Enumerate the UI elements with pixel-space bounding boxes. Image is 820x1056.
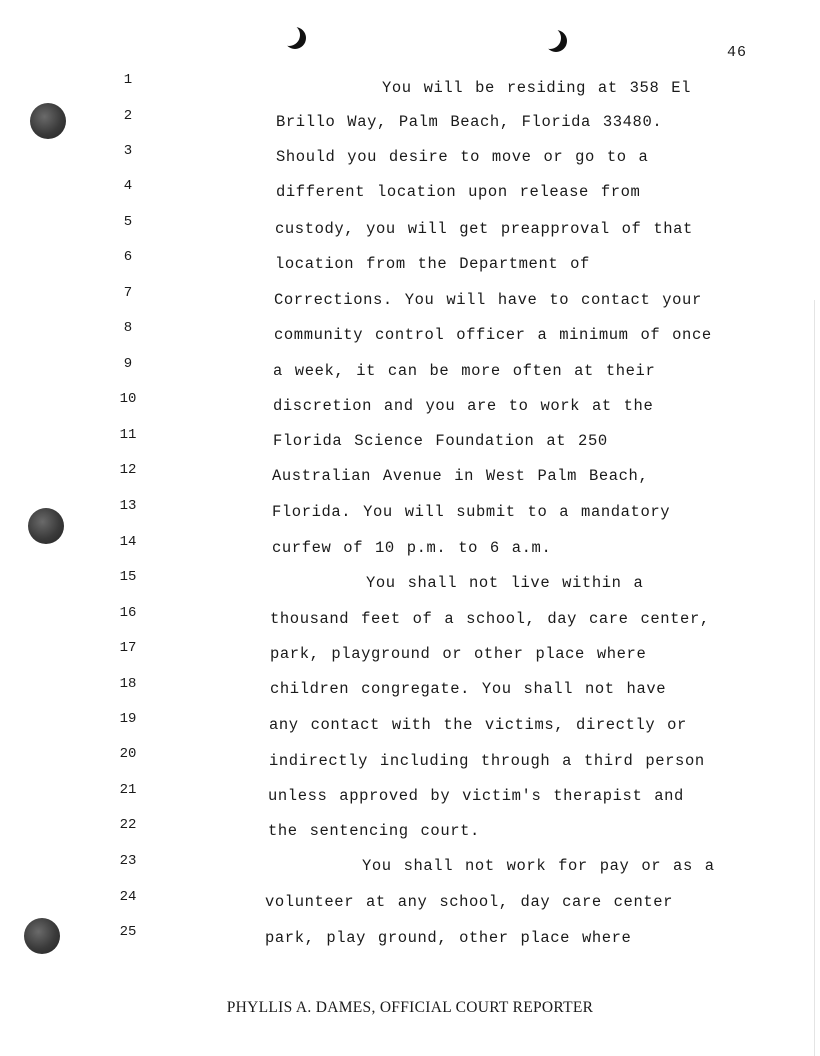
- transcript-line: community control officer a minimum of once: [274, 326, 712, 344]
- transcript-line: location from the Department of: [275, 255, 590, 273]
- transcript-line: You shall not work for pay or as a: [362, 857, 715, 875]
- line-number: 19: [119, 711, 137, 727]
- line-number: 23: [119, 853, 137, 869]
- line-number: 9: [123, 356, 133, 372]
- transcript-line: You shall not live within a: [366, 574, 644, 592]
- transcript-line: You will be residing at 358 El: [382, 79, 692, 97]
- transcript-line: park, playground or other place where: [270, 645, 647, 663]
- transcript-line: any contact with the victims, directly or: [269, 716, 687, 734]
- transcript-line: custody, you will get preapproval of that: [275, 220, 693, 238]
- punch-hole-top: [30, 103, 66, 139]
- line-number: 6: [123, 249, 133, 265]
- transcript-line: Australian Avenue in West Palm Beach,: [272, 467, 649, 485]
- transcript-line: Corrections. You will have to contact your: [274, 291, 702, 309]
- line-number: 4: [123, 178, 133, 194]
- transcript-line: a week, it can be more often at their: [273, 362, 656, 380]
- transcript-line: children congregate. You shall not have: [270, 680, 667, 698]
- line-number: 24: [119, 889, 137, 905]
- transcript-line: Brillo Way, Palm Beach, Florida 33480.: [276, 113, 663, 131]
- line-number: 5: [123, 214, 133, 230]
- page-edge-line: [814, 300, 815, 1056]
- transcript-line: Florida Science Foundation at 250: [273, 432, 608, 450]
- punch-hole-middle: [28, 508, 64, 544]
- line-number: 8: [123, 320, 133, 336]
- court-reporter-footer: PHYLLIS A. DAMES, OFFICIAL COURT REPORTER: [226, 999, 594, 1016]
- line-number: 16: [119, 605, 137, 621]
- line-number: 20: [119, 746, 137, 762]
- line-number: 25: [119, 924, 137, 940]
- transcript-line: different location upon release from: [276, 183, 641, 201]
- transcript-line: thousand feet of a school, day care center,: [270, 610, 710, 628]
- line-number: 22: [119, 817, 137, 833]
- punch-hole-bottom: [24, 918, 60, 954]
- page-number: 46: [727, 44, 748, 61]
- line-number: 14: [119, 534, 137, 550]
- line-number: 2: [123, 108, 133, 124]
- line-number: 7: [123, 285, 133, 301]
- line-number: 1: [123, 72, 133, 88]
- transcript-line: discretion and you are to work at the: [273, 397, 654, 415]
- transcript-line: Should you desire to move or go to a: [276, 148, 649, 166]
- transcript-line: park, play ground, other place where: [265, 929, 632, 947]
- line-number: 11: [119, 427, 137, 443]
- scan-mark-right: [545, 30, 567, 52]
- line-number: 10: [119, 391, 137, 407]
- transcript-line: curfew of 10 p.m. to 6 a.m.: [272, 539, 552, 557]
- line-number: 15: [119, 569, 137, 585]
- line-number: 18: [119, 676, 137, 692]
- transcript-line: volunteer at any school, day care center: [265, 893, 674, 911]
- transcript-line: indirectly including through a third person: [269, 752, 705, 770]
- line-number: 3: [123, 143, 133, 159]
- transcript-line: Florida. You will submit to a mandatory: [272, 503, 671, 521]
- line-number: 21: [119, 782, 137, 798]
- line-number: 13: [119, 498, 137, 514]
- transcript-line: the sentencing court.: [268, 822, 480, 840]
- line-number: 17: [119, 640, 137, 656]
- transcript-line: unless approved by victim's therapist and: [268, 787, 684, 805]
- scan-mark-left: [284, 27, 306, 49]
- line-number: 12: [119, 462, 137, 478]
